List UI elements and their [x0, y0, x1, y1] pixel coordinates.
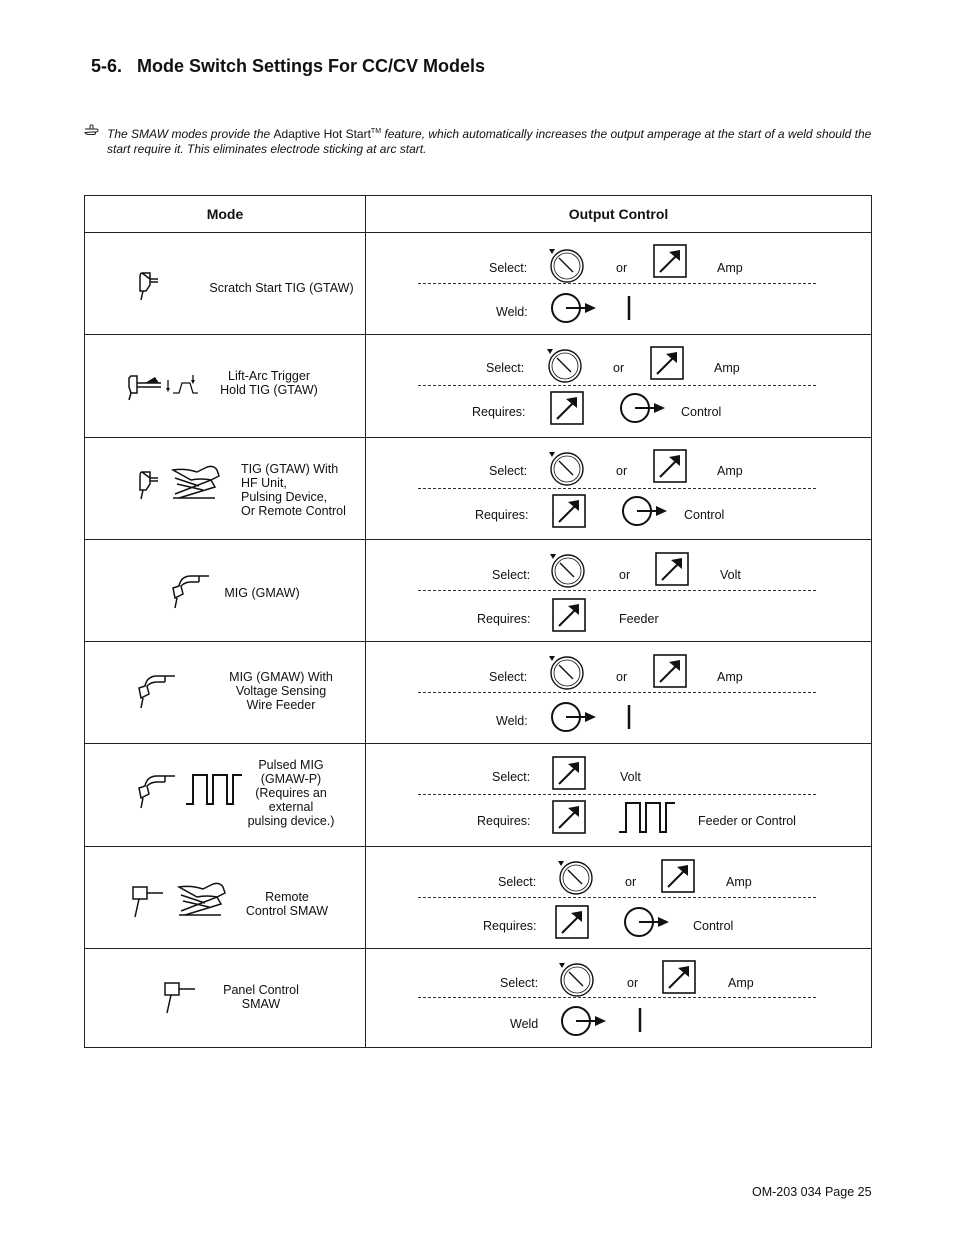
select-label: Select: — [489, 464, 528, 478]
remote-adjust-icon — [653, 449, 687, 483]
trigger-hold-icon — [165, 373, 199, 399]
remote-adjust-icon — [650, 346, 684, 380]
pulse-waveform-icon — [618, 800, 676, 834]
divider — [418, 897, 816, 898]
remote-adjust-icon — [555, 905, 589, 939]
mode-label: Remote Control SMAW — [245, 890, 329, 918]
pulse-waveform-icon — [185, 772, 243, 806]
divider — [418, 997, 816, 998]
select-label: Select: — [489, 261, 528, 275]
remote-adjust-icon — [552, 800, 586, 834]
divider — [418, 385, 816, 386]
second-label: Weld: — [496, 305, 528, 319]
header-output-control: Output Control — [366, 196, 872, 233]
table-row — [85, 642, 872, 744]
second-text: Control — [681, 405, 722, 419]
amperage-knob-icon — [546, 245, 586, 285]
or-label: or — [625, 875, 637, 889]
page-footer: OM-203 034 Page 25 — [752, 1185, 872, 1199]
or-label: or — [619, 568, 631, 582]
second-label: Requires: — [483, 919, 537, 933]
select-label: Select: — [492, 568, 531, 582]
table-row — [85, 744, 872, 847]
mig-gun-icon — [169, 572, 213, 612]
select-unit: Amp — [714, 361, 740, 375]
second-text: Feeder — [619, 612, 659, 626]
table-row — [85, 233, 872, 335]
mode-label: Scratch Start TIG (GTAW) — [209, 281, 354, 295]
remote-adjust-icon — [552, 756, 586, 790]
amperage-knob-icon — [556, 959, 596, 999]
contactor-on-icon — [559, 1004, 609, 1038]
or-label: or — [627, 976, 639, 990]
remote-adjust-icon — [661, 859, 695, 893]
remote-adjust-icon — [552, 494, 586, 528]
remote-adjust-icon — [653, 244, 687, 278]
select-unit: Amp — [717, 261, 743, 275]
mode-label: MIG (GMAW) — [224, 586, 300, 600]
on-bar-icon — [636, 1007, 644, 1033]
second-label: Weld — [510, 1017, 539, 1031]
remote-adjust-icon — [662, 960, 696, 994]
second-label: Requires: — [477, 612, 531, 626]
divider — [418, 794, 816, 795]
remote-output-icon — [620, 494, 670, 528]
second-text: Control — [693, 919, 734, 933]
select-label: Select: — [492, 770, 531, 784]
second-label: Requires: — [475, 508, 529, 522]
mode-label: Lift-Arc Trigger Hold TIG (GTAW) — [220, 369, 318, 397]
amperage-knob-icon — [546, 652, 586, 692]
select-unit: Volt — [620, 770, 641, 784]
select-label: Select: — [486, 361, 525, 375]
amperage-knob-icon — [546, 448, 586, 488]
divider — [418, 692, 816, 693]
pointing-hand-icon — [84, 124, 104, 136]
select-label: Select: — [500, 976, 539, 990]
table-row — [85, 847, 872, 949]
table-row — [85, 335, 872, 438]
select-label: Select: — [498, 875, 537, 889]
section-heading: 5-6. Mode Switch Settings For CC/CV Models — [91, 56, 486, 76]
foot-pedal-icon — [177, 877, 229, 917]
stick-electrode-holder-icon — [163, 981, 197, 1015]
divider — [418, 488, 816, 489]
mode-switch-table — [84, 195, 872, 1048]
mode-label: Panel Control SMAW — [223, 983, 299, 1011]
or-label: or — [616, 261, 628, 275]
select-unit: Amp — [728, 976, 754, 990]
voltage-knob-icon — [547, 550, 587, 590]
foot-pedal-icon — [171, 460, 223, 500]
select-unit: Volt — [720, 568, 741, 582]
select-unit: Amp — [717, 670, 743, 684]
second-text: Feeder or Control — [698, 814, 796, 828]
on-bar-icon — [625, 295, 633, 321]
second-label: Requires: — [472, 405, 526, 419]
remote-adjust-icon — [655, 552, 689, 586]
or-label: or — [616, 670, 628, 684]
amperage-knob-icon — [555, 857, 595, 897]
select-unit: Amp — [726, 875, 752, 889]
table-row — [85, 540, 872, 642]
or-label: or — [616, 464, 628, 478]
on-bar-icon — [625, 704, 633, 730]
mig-gun-icon — [135, 772, 179, 812]
table-row — [85, 438, 872, 540]
remote-output-icon — [622, 905, 672, 939]
mode-label: TIG (GTAW) With HF Unit, Pulsing Device, Or Remote Control — [241, 462, 346, 518]
header-mode: Mode — [85, 196, 366, 233]
tig-torch-icon — [135, 470, 161, 500]
mode-label: MIG (GMAW) With Voltage Sensing Wire Feeder — [229, 670, 333, 712]
second-label: Requires: — [477, 814, 531, 828]
stick-electrode-holder-icon — [131, 885, 165, 919]
table-row — [85, 949, 872, 1048]
mig-gun-icon — [135, 672, 179, 712]
remote-output-icon — [618, 391, 668, 425]
divider — [418, 590, 816, 591]
divider — [418, 283, 816, 284]
tig-torch-icon — [135, 271, 161, 301]
or-label: or — [613, 361, 625, 375]
remote-adjust-icon — [552, 598, 586, 632]
second-label: Weld: — [496, 714, 528, 728]
remote-adjust-icon — [550, 391, 584, 425]
select-unit: Amp — [717, 464, 743, 478]
contactor-on-icon — [549, 700, 599, 734]
mode-label: Pulsed MIG (GMAW-P) (Requires an external pulsing device.) — [247, 758, 335, 828]
note-text: The SMAW modes provide the Adaptive Hot Start™ feature, which automatically increases the output amperage at the start of a weld should the start require it. This eliminates electrode sticking at arc start. — [107, 127, 872, 156]
lift-arc-torch-icon — [125, 373, 165, 401]
select-label: Select: — [489, 670, 528, 684]
second-text: Control — [684, 508, 725, 522]
amperage-knob-icon — [544, 345, 584, 385]
remote-adjust-icon — [653, 654, 687, 688]
contactor-on-icon — [549, 291, 599, 325]
